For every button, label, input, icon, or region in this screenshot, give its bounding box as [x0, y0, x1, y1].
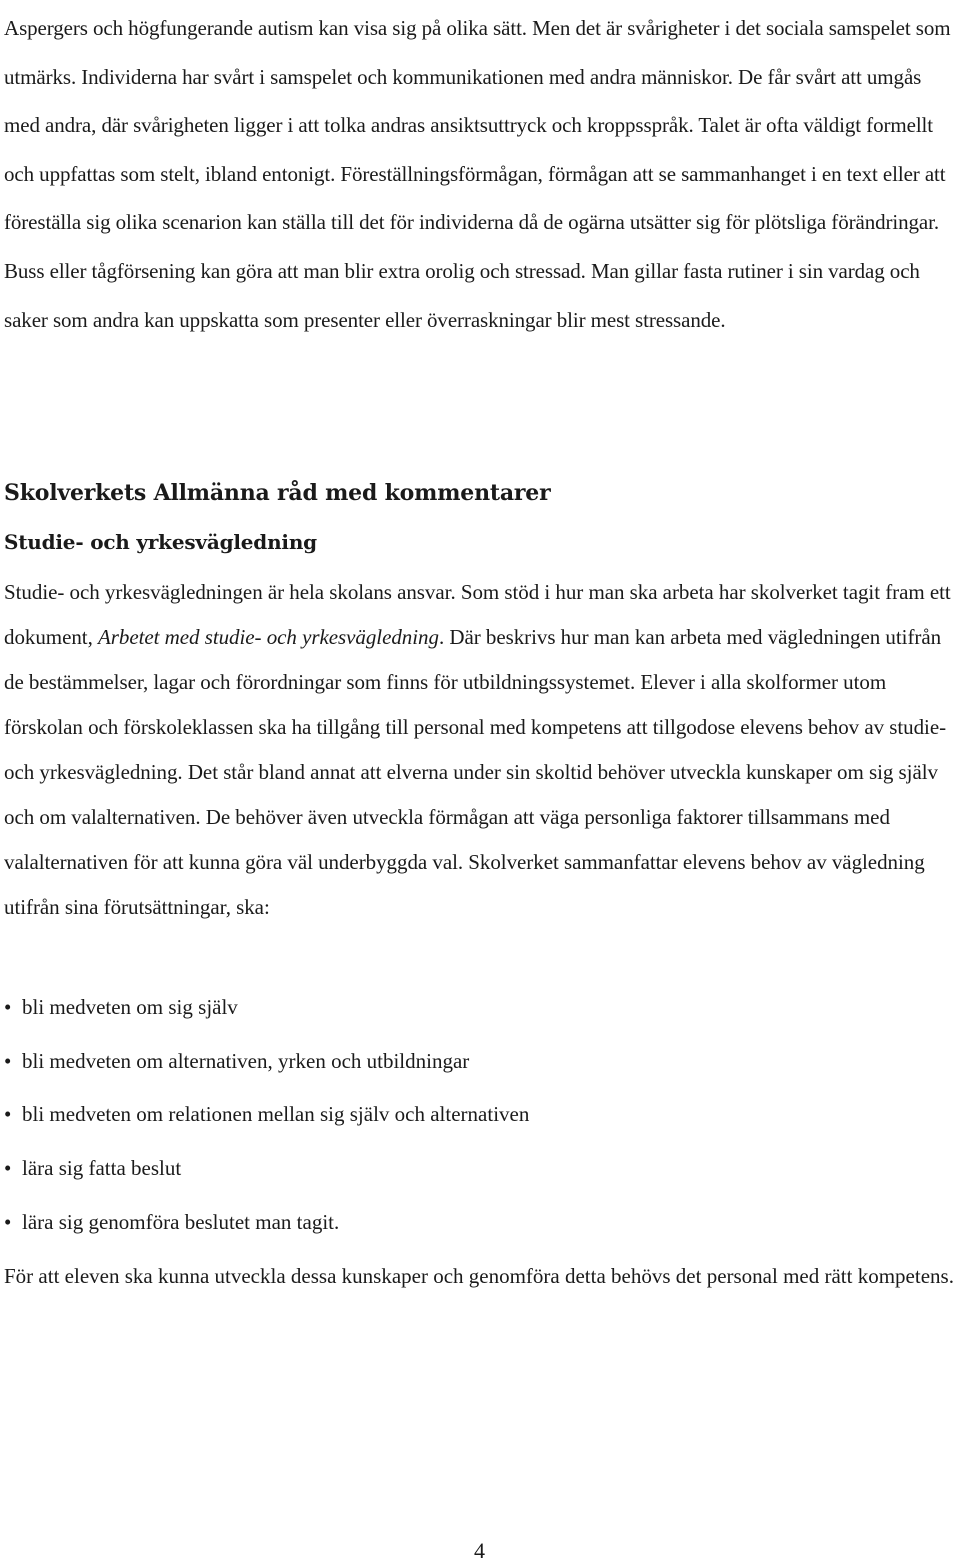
bullet-icon: • [4, 1156, 12, 1181]
intro-paragraph: Aspergers och högfungerande autism kan visa sig på olika sätt. Men det är svårigheter i det sociala samspelet som utmärks. Individerna har svårt i samspelet och kommunikationen med andra människor. De får svårt att umgås med andra, där svårigheten ligger i att tolka andras ansiktsuttryck och kroppsspråk. Talet är ofta väldigt formellt och uppfattas som stelt, ibland entonigt. Föreställningsförmågan, förmågan att se sammanhanget i en text eller att föreställa sig olika scenarion kan ställa till det för individerna då de ogärna utsätter sig för plötsliga förändringar. Buss eller tågförsening kan göra att man blir extra orolig och stressad. Man gillar fasta rutiner i sin vardag och saker som andra kan uppskatta som presenter eller överraskningar blir mest stressande. [4, 16, 951, 332]
bullet-icon: • [4, 1209, 12, 1234]
closing-paragraph: För att eleven ska kunna utveckla dessa kunskaper och genomföra detta behövs det personal med rätt kompetens. [4, 1264, 954, 1288]
bullet-icon: • [4, 995, 12, 1019]
guidance-text-start: Studie- och yrkesvägledningen är hela skolans ansvar. Som stöd i hur man ska arbeta har skolverket tagit fram ett dokument, [4, 580, 951, 649]
guidance-text-end: . Där beskrivs hur man kan arbeta med vägledningen utifrån de bestämmelser, lagar och förordningar som finns för utbildningssystemet. Elever i alla skolformer utom förskolan och förskoleklassen ska ha tillgång till personal med kompetens att tillgodose elevens behov av studie- och yrkesvägledning. Det står bland annat att elverna under sin skoltid behöver utveckla kunskaper om sig själv och om valalternativen. De behöver även utveckla förmågan att väga personliga faktorer tillsammans med valalternativen för att kunna göra väl underbyggda val. Skolverket sammanfattar elevens behov av vägledning utifrån sina förutsättningar, ska: [4, 625, 947, 919]
bullet-icon: • [4, 1102, 12, 1127]
needs-list [4, 985, 529, 1253]
bullet-icon: • [4, 1048, 12, 1073]
list-item: • lära sig fatta beslut [4, 1146, 529, 1200]
guidance-paragraph [4, 570, 954, 930]
section-heading: Skolverkets Allmänna råd med kommentarer [4, 480, 551, 506]
page-number: 4 [474, 1538, 485, 1563]
section-subheading: Studie- och yrkesvägledning [4, 530, 317, 554]
document-title: Arbetet med studie- och yrkesvägledning [98, 625, 439, 649]
list-item: • bli medveten om sig själv [4, 985, 529, 1039]
list-item: • lära sig genomföra beslutet man tagit. [4, 1200, 529, 1254]
list-item: • bli medveten om relationen mellan sig själv och alternativen [4, 1092, 529, 1146]
list-item: • bli medveten om alternativen, yrken och utbildningar [4, 1039, 529, 1093]
